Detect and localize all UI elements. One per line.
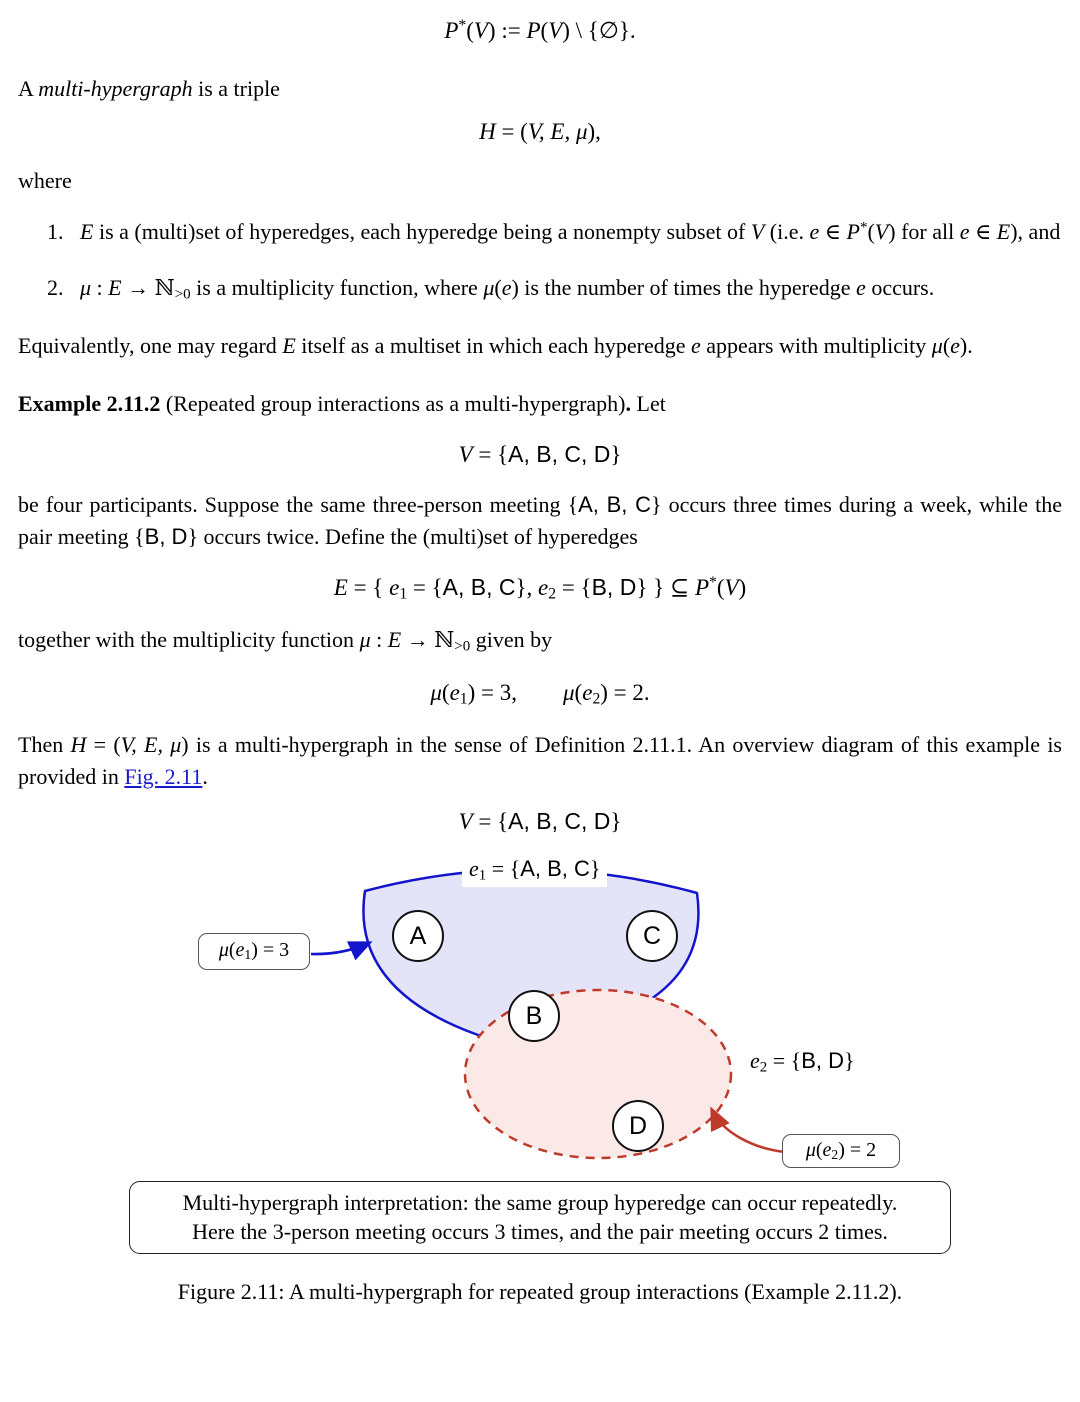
node-C bbox=[626, 910, 678, 962]
equation-H-triple: H = (V, E, μ), bbox=[479, 119, 601, 145]
mu-e2-callout: μ(e2) = 2 bbox=[782, 1134, 900, 1168]
equation-multiplicities: μ(e1) = 3, μ(e2) = 2. bbox=[430, 680, 650, 708]
paragraph-multi-hypergraph-triple: A multi-hypergraph is a triple bbox=[18, 76, 280, 102]
list-marker-1: 1. bbox=[47, 219, 64, 245]
note-line-1: Multi-hypergraph interpretation: the same group hyperedge can occur repeatedly. bbox=[182, 1190, 898, 1216]
definition-list bbox=[18, 216, 1062, 306]
figure-caption: Figure 2.11: A multi-hypergraph for repeated group interactions (Example 2.11.2). bbox=[177, 1278, 903, 1304]
paragraph-where: where bbox=[18, 167, 72, 193]
node-D-label: D bbox=[628, 1112, 648, 1141]
interpretation-note-box bbox=[129, 1181, 951, 1254]
e2-label: e2 = {B, D} bbox=[750, 1048, 855, 1076]
figure-vertex-set-title: V = {A, B, C, D} bbox=[458, 808, 622, 835]
node-A bbox=[392, 910, 444, 962]
paragraph-participants: be four participants. Suppose the same three-person meeting {A, B, C} occurs three times during a week, while the pair meeting {B, D} occurs twice. Define the (multi)set of hyperedges bbox=[18, 492, 1062, 550]
paragraph-then-H: Then H = (V, E, μ) is a multi-hypergraph in the sense of Definition 2.11.1. An overview diagram of this example is provided in Fig. 2.11. bbox=[18, 732, 1062, 790]
mu-e1-callout: μ(e1) = 3 bbox=[198, 933, 310, 970]
node-B-label: B bbox=[525, 1002, 543, 1031]
list-marker-2: 2. bbox=[47, 275, 64, 301]
node-A-label: A bbox=[409, 922, 427, 951]
node-D bbox=[612, 1100, 664, 1152]
paragraph-example-heading: Example 2.11.2 (Repeated group interactions as a multi-hypergraph). Let bbox=[18, 391, 666, 417]
hyperedge-e2-region bbox=[465, 990, 731, 1158]
paragraph-equivalently: Equivalently, one may regard E itself as a multiset in which each hyperedge e appears with multiplicity μ(e). bbox=[18, 333, 973, 359]
equation-V: V = {A, B, C, D} bbox=[458, 441, 622, 468]
list-item-2 bbox=[18, 272, 1062, 306]
e1-label: e1 = {A, B, C} bbox=[462, 853, 607, 887]
equation-powerset: P*(V) := P(V) \ {∅}. bbox=[444, 17, 636, 43]
list-item-1 bbox=[18, 216, 1062, 248]
fig-2-11-link[interactable]: Fig. 2.11 bbox=[124, 764, 203, 790]
node-C-label: C bbox=[642, 922, 662, 951]
node-B bbox=[508, 990, 560, 1042]
e1-arrow-icon bbox=[311, 943, 369, 954]
list-item-1-text: E is a (multi)set of hyperedges, each hyperedge being a nonempty subset of V (i.e. e ∈ P*(V) for all e ∈ E), and bbox=[80, 219, 1061, 245]
note-line-2: Here the 3-person meeting occurs 3 times, and the pair meeting occurs 2 times. bbox=[192, 1219, 888, 1245]
figure-2-11 bbox=[18, 797, 1062, 1175]
equation-E: E = { e1 = {A, B, C}, e2 = {B, D} } ⊆ P*(V) bbox=[333, 574, 747, 603]
list-item-2-text: μ : E → ℕ>0 is a multiplicity function, where μ(e) is the number of times the hyperedge e occurs. bbox=[80, 275, 935, 303]
e2-arrow-icon bbox=[712, 1110, 785, 1152]
paragraph-together-with: together with the multiplicity function μ : E → ℕ>0 given by bbox=[18, 627, 553, 655]
